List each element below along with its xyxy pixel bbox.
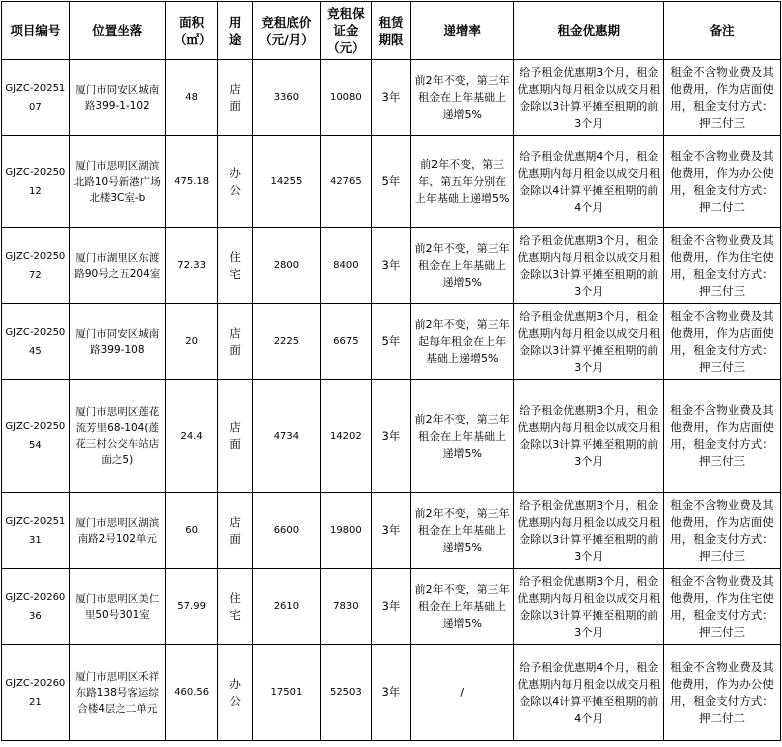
cell-note: 租金不含物业费及其他费用，作为店面使用，租金支付方式：押三付三 <box>664 60 781 136</box>
cell-discount-period: 给予租金优惠期3个月，租金优惠期内每月租金以成交月租金除以3计算平摊至租期的前3个月 <box>514 380 664 493</box>
header-area: 面积（㎡） <box>165 2 217 60</box>
cell-deposit: 19800 <box>320 493 371 569</box>
cell-area: 460.56 <box>165 645 217 741</box>
cell-code: GJZC-2025054 <box>2 380 70 493</box>
table-row <box>2 493 781 569</box>
table-row <box>2 136 781 228</box>
cell-term: 3年 <box>371 645 410 741</box>
table-row <box>2 380 781 493</box>
cell-deposit: 52503 <box>320 645 371 741</box>
cell-note: 租金不含物业费及其他费用，作为住宅使用，租金支付方式：押三付三 <box>664 569 781 645</box>
cell-term: 3年 <box>371 380 410 493</box>
cell-term: 3年 <box>371 569 410 645</box>
cell-increase-rate: 前2年不变，第三年、第五年分别在上年基础上递增5% <box>410 136 514 228</box>
cell-discount-period: 给予租金优惠期4个月，租金优惠期内每月租金以成交月租金除以4计算平摊至租期的前4个月 <box>514 136 664 228</box>
cell-code: GJZC-2025107 <box>2 60 70 136</box>
cell-location: 厦门市思明区莲花流芳里68-104(莲花三村公交车站店面之5) <box>69 380 165 493</box>
cell-location: 厦门市思明区湖滨南路2号102单元 <box>69 493 165 569</box>
cell-deposit: 8400 <box>320 228 371 304</box>
header-discount-period: 租金优惠期 <box>514 2 664 60</box>
cell-use: 店面 <box>218 493 253 569</box>
cell-note: 租金不含物业费及其他费用，作为店面使用，租金支付方式：押三付三 <box>664 304 781 380</box>
cell-use: 店面 <box>218 60 253 136</box>
cell-location: 厦门市湖里区东渡路90号之五204室 <box>69 228 165 304</box>
table-row <box>2 304 781 380</box>
cell-deposit: 7830 <box>320 569 371 645</box>
cell-increase-rate: 前2年不变，第三年租金在上年基础上递增5% <box>410 569 514 645</box>
header-increase-rate: 递增率 <box>410 2 514 60</box>
cell-discount-period: 给予租金优惠期3个月，租金优惠期内每月租金以成交月租金除以3计算平摊至租期的前3个月 <box>514 60 664 136</box>
cell-increase-rate: / <box>410 645 514 741</box>
header-deposit: 竞租保证金（元） <box>320 2 371 60</box>
header-term: 租赁期限 <box>371 2 410 60</box>
cell-location: 厦门市思明区美仁里50号301室 <box>69 569 165 645</box>
cell-term: 3年 <box>371 60 410 136</box>
cell-code: GJZC-2025012 <box>2 136 70 228</box>
cell-area: 72.33 <box>165 228 217 304</box>
cell-code: GJZC-2026021 <box>2 645 70 741</box>
header-base-price: 竞租底价（元/月） <box>253 2 321 60</box>
cell-base-price: 4734 <box>253 380 321 493</box>
cell-term: 5年 <box>371 136 410 228</box>
cell-discount-period: 给予租金优惠期3个月，租金优惠期内每月租金以成交月租金除以3计算平摊至租期的前3个月 <box>514 493 664 569</box>
cell-code: GJZC-2025072 <box>2 228 70 304</box>
table-row <box>2 60 781 136</box>
cell-use: 住宅 <box>218 569 253 645</box>
cell-area: 20 <box>165 304 217 380</box>
cell-discount-period: 给予租金优惠期4个月，租金优惠期内每月租金以成交月租金除以4计算平摊至租期的前4个月 <box>514 645 664 741</box>
cell-note: 租金不含物业费及其他费用，作为办公使用，租金支付方式：押二付二 <box>664 645 781 741</box>
cell-note: 租金不含物业费及其他费用，作为店面使用，租金支付方式：押三付三 <box>664 493 781 569</box>
cell-discount-period: 给予租金优惠期3个月，租金优惠期内每月租金以成交月租金除以3计算平摊至租期的前3个月 <box>514 304 664 380</box>
cell-location: 厦门市思明区禾祥东路138号客运综合楼4层之二单元 <box>69 645 165 741</box>
header-location: 位置坐落 <box>69 2 165 60</box>
cell-use: 办公 <box>218 136 253 228</box>
cell-discount-period: 给予租金优惠期3个月，租金优惠期内每月租金以成交月租金除以3计算平摊至租期的前3个月 <box>514 569 664 645</box>
header-note: 备注 <box>664 2 781 60</box>
cell-discount-period: 给予租金优惠期3个月，租金优惠期内每月租金以成交月租金除以3计算平摊至租期的前3个月 <box>514 228 664 304</box>
cell-area: 24.4 <box>165 380 217 493</box>
cell-term: 3年 <box>371 493 410 569</box>
cell-base-price: 2610 <box>253 569 321 645</box>
cell-increase-rate: 前2年不变，第三年起每年租金在上年基础上递增5% <box>410 304 514 380</box>
rental-listing-table <box>1 1 781 741</box>
cell-use: 店面 <box>218 304 253 380</box>
cell-location: 厦门市同安区城南路399-1-102 <box>69 60 165 136</box>
cell-base-price: 17501 <box>253 645 321 741</box>
cell-code: GJZC-2025131 <box>2 493 70 569</box>
table-header-row <box>2 2 781 60</box>
table-row <box>2 569 781 645</box>
cell-deposit: 10080 <box>320 60 371 136</box>
cell-increase-rate: 前2年不变，第三年租金在上年基础上递增5% <box>410 493 514 569</box>
cell-term: 5年 <box>371 304 410 380</box>
cell-code: GJZC-2026036 <box>2 569 70 645</box>
cell-base-price: 2225 <box>253 304 321 380</box>
cell-deposit: 6675 <box>320 304 371 380</box>
cell-location: 厦门市同安区城南路399-108 <box>69 304 165 380</box>
cell-area: 48 <box>165 60 217 136</box>
cell-increase-rate: 前2年不变，第三年租金在上年基础上递增5% <box>410 60 514 136</box>
header-code: 项目编号 <box>2 2 70 60</box>
cell-deposit: 14202 <box>320 380 371 493</box>
cell-use: 店面 <box>218 380 253 493</box>
cell-deposit: 42765 <box>320 136 371 228</box>
cell-area: 60 <box>165 493 217 569</box>
cell-term: 3年 <box>371 228 410 304</box>
cell-increase-rate: 前2年不变，第三年租金在上年基础上递增5% <box>410 228 514 304</box>
cell-area: 57.99 <box>165 569 217 645</box>
cell-base-price: 14255 <box>253 136 321 228</box>
cell-area: 475.18 <box>165 136 217 228</box>
cell-base-price: 2800 <box>253 228 321 304</box>
header-use: 用途 <box>218 2 253 60</box>
cell-use: 住宅 <box>218 228 253 304</box>
cell-note: 租金不含物业费及其他费用，作为住宅使用，租金支付方式：押三付三 <box>664 228 781 304</box>
table-row <box>2 228 781 304</box>
cell-base-price: 3360 <box>253 60 321 136</box>
cell-code: GJZC-2025045 <box>2 304 70 380</box>
cell-increase-rate: 前2年不变，第三年租金在上年基础上递增5% <box>410 380 514 493</box>
cell-location: 厦门市思明区湖滨北路10号新港广场北楼3C室-b <box>69 136 165 228</box>
cell-note: 租金不含物业费及其他费用，作为办公使用，租金支付方式：押二付二 <box>664 136 781 228</box>
cell-use: 办公 <box>218 645 253 741</box>
table-row <box>2 645 781 741</box>
cell-note: 租金不含物业费及其他费用，作为店面使用，租金支付方式：押三付三 <box>664 380 781 493</box>
cell-base-price: 6600 <box>253 493 321 569</box>
